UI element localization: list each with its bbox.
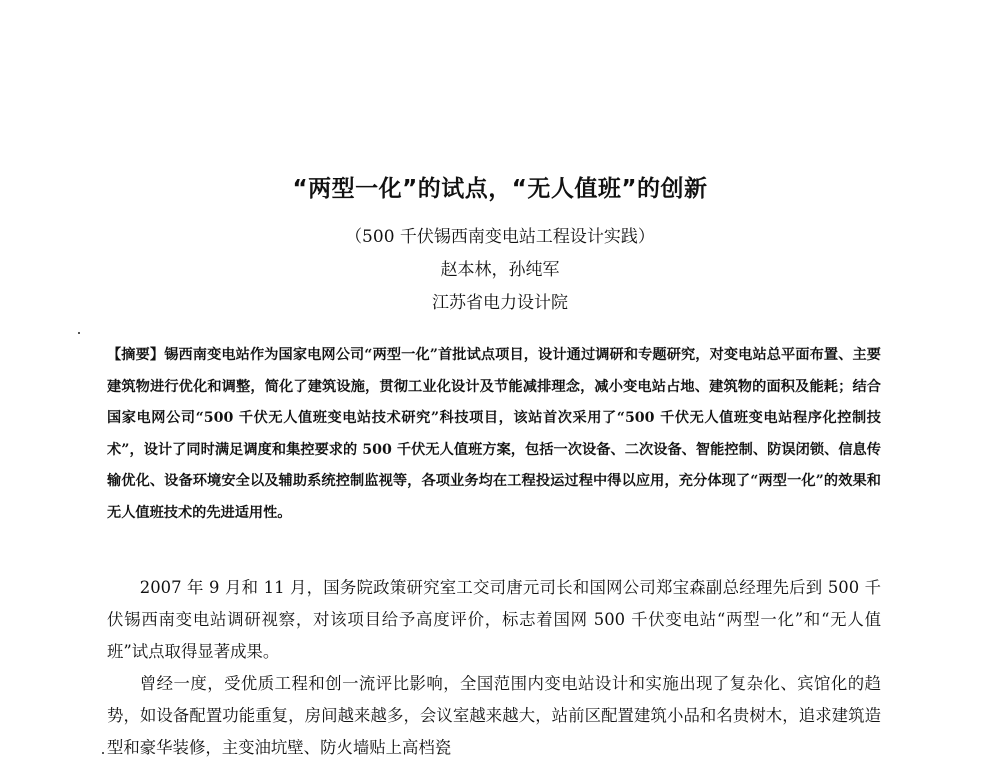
scan-speck (102, 752, 104, 754)
paper-affiliation: 江苏省电力设计院 (432, 293, 568, 313)
body-paragraph: 曾经一度，受优质工程和创一流评比影响，全国范围内变电站设计和实施出现了复杂化、宾馆化的趋势，如设备配置功能重复，房间越来越多，会议室越来越大，站前区配置建筑小品和名贵树木，追求建筑造型和豪华装修，主变油坑壁、防火墙贴上高档瓷 (107, 674, 881, 757)
abstract-block (107, 340, 881, 529)
abstract-text: 锡西南变电站作为国家电网公司“两型一化”首批试点项目，设计通过调研和专题研究，对变电站总平面布置、主要建筑物进行优化和调整，简化了建筑设施，贯彻工业化设计及节能减排理念，减小变电站占地、建筑物的面积及能耗；结合国家电网公司“500 千伏无人值班变电站技术研究”科技项目，该站首次采用了“500 千伏无人值班变电站程序化控制技术”，设计了同时满足调度和集控要求的 500 千伏无人值班方案，包括一次设备、二次设备、智能控制、防误闭锁、信息传输优化、设备环境安全以及辅助系统控制监视等，各项业务均在工程投运过程中得以应用，充分体现了“两型一化”的效果和无人值班技术的先进适用性。 (107, 347, 881, 521)
paper-subtitle: （500 千伏锡西南变电站工程设计实践） (345, 227, 655, 247)
body-paragraph: 2007 年 9 月和 11 月，国务院政策研究室工交司唐元司长和国网公司郑宝森副总经理先后到 500 千伏锡西南变电站调研视察，对该项目给予高度评价，标志着国网 500 千伏变电站“两型一化”和“无人值班”试点取得显著成果。 (107, 578, 881, 661)
abstract-label: 【摘要】 (107, 347, 165, 363)
paper-title: “两型一化”的试点，“无人值班”的创新 (292, 176, 708, 202)
paper-authors: 赵本林，孙纯军 (440, 260, 560, 280)
scan-speck (78, 332, 80, 334)
